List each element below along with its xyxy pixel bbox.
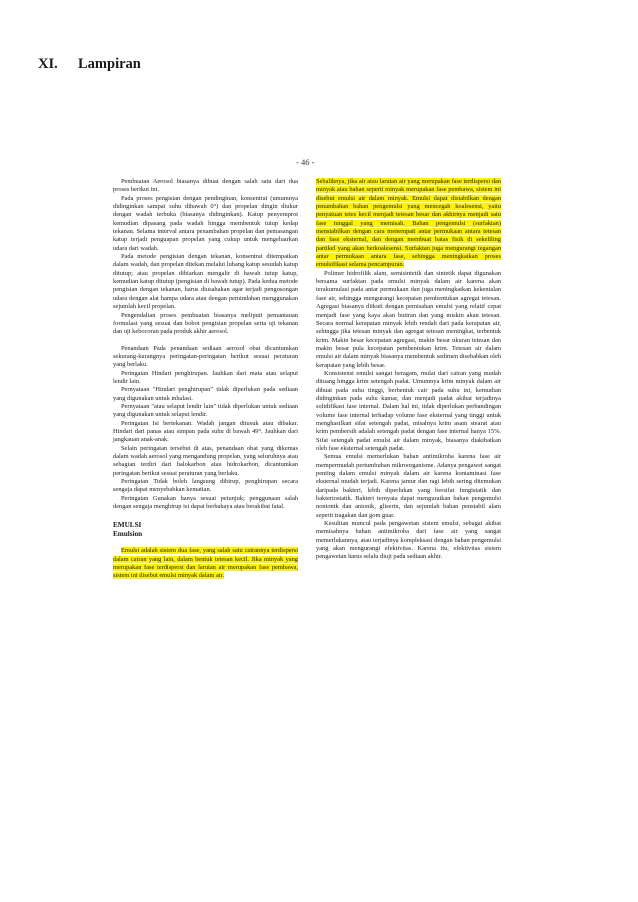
paragraph: Peringatan Tidak boleh langsung dihirup, penghirupan secara sengaja dapat menyebabkan kematian. [113,478,298,494]
paragraph: Pada proses pengisian dengan pendinginan, konsentrat (umumnya didinginkan sampai suhu dibawah 0°) dan propelan dingin diukur dengan wadah terbuka (biasanya didinginkan). Katup penyemprot kemudian dipasang pada wadah hingga membentuk tutup kedap tekanan. Selama interval antara penambahan propelan dan pemasangan katup terjadi penguapan propelan yang cukup untuk mengeluarkan udara dari wadah. [113,194,298,252]
paragraph: Pengendalian proses pembuatan biasanya meliputi pemantauan formulasi yang sesuai dan bobot pengisian propelan serta uji tekanan dan uji kebocoran pada produk akhir aerosol. [113,311,298,336]
highlighted-paragraph [316,178,501,270]
paragraph: Pernyataan "Hindari penghirupan" tidak diperlukan pada sediaan yang digunakan untuk inhalasi. [113,386,298,402]
paragraph: Peringatan Gunakan hanya sesuai petunjuk; penggunaan salah dengan sengaja menghirup isi dapat berbahaya atau berakibat fatal. [113,494,298,511]
emulsi-title: EMULSI [113,521,142,530]
paragraph: Pada metode pengisian dengan tekanan, konsentrat ditempatkan dalam wadah, dan propelan ditekan melalui lubang katup sesudah katup ditutup; atau propelan dibiarkan mengalir di bawah tutup katup, kemudian katup ditutup (pengisian di bawah tutup). Pada kedua metode pengisian dengan tekanan, harus diusahakan agar terjadi pengosongan udara dengan alat hampa udara atau dengan pemindahan menggunakan sejumlah kecil propelan. [113,253,298,311]
section-title: Lampiran [78,56,141,72]
highlighted-paragraph [113,547,298,580]
paragraph: Peringatan Hindari penghirupan. Jauhkan dari mata atau selaput lendir lain. [113,369,298,385]
paragraph: Semua emulsi memerlukan bahan antimikroba karena fase air mempermudah pertumbuhan mikroorganisme. Adanya pengawet sangat penting dalam emulsi minyak dalam air karena kontaminasi fase eksternal mudah terjadi. Karena jamur dan ragi lebih sering ditemukan daripada bakteri, lebih diperlukan yang bersifat fungistatik dan bakteriostatik. Bakteri ternyata dapat menguraikan bahan pengemulsi nonionik dan anionik, gliserin, dan sejumlah bahan penstabil alam seperti tragakan dan gom guar. [316,453,501,519]
paragraph: Penandaan Pada penandaan sediaan aerosol obat dicantumkan sekurang-kurangnya peringatan-peringatan berikut sesuai peraturan yang berlaku. [113,344,298,369]
paragraph: Polimer hidrofilik alam, semisintetik dan sintetik dapat digunakan bersama surfaktan pada emulsi minyak dalam air karena akan terakumulasi pada antar permukaan dan juga meningkatkan kekentalan fase air, sehingga mengurangi kecepatan pembentukan agregat tetesan. Agregasi biasanya diikuti dengan pemisahan emulsi yang relatif cepat menjadi fase yang kaya akan butiran dan yang miskin akan tetesan. Secara normal kerapatan minyak lebih rendah dari pada kerapatan air, sehingga jika tetesan minyak dan agregat tetesan meningkat, terbentuk krim. Makin besar kecepatan agregasi, makin besar ukuran tetesan dan makin besar pula kecepatan pembentukan krim. Tetesan air dalam emulsi air dalam minyak biasanya membentuk sedimen disebabkan oleh kerapatan yang lebih besar. [316,269,501,369]
highlight: Sebaliknya, jika air atau larutan air yang merupakan fase terdispersi dan minyak atau bahan seperti minyak merupakan fase pembawa, sistem ini disebut emulsi air dalam minyak. Emulsi dapat distabilkan dengan penambahan bahan pengemulsi yang mencegah koalesensi, yaitu penyatuan tetes kecil menjadi tetesan besar dan akhirnya menjadi satu fase tunggal yang memisah. Bahan pengemulsi (surfaktan) menstabilkan dengan cara menempati antar permukaan antara tetesan dan fase eksternal, dan dengan membuat batas fisik di sekeliling partikel yang akan berkoalesensi. Surfaktan juga mengurangi tegangan antar permukaan antara fase, sehingga meningkatkan proses emulsifikasi selama pencampuran. [316,178,501,269]
paragraph: Selain peringatan tersebut di atas, penandaan obat yang dikemas dalam wadah aerosol yang mengandung propelan, yang seluruhnya atau sebagian terdiri dari halokarbon atau hidrokarbon, dicantumkan peringatan berikut sesuai peraturan yang berlaku. [113,444,298,477]
section-number: XI. [38,56,58,72]
right-column [316,178,501,562]
page-number: - 46 - [296,157,315,167]
paragraph: Pembuatan Aerosol biasanya dibuat dengan salah satu dari dua proses berikut ini. [113,178,298,194]
emulsi-subtitle: Emulsion [113,530,143,539]
paragraph: Konsistensi emulsi sangat beragam, mulai dari cairan yang mudah dituang hingga krim setengah padat. Umumnya krim minyak dalam air dibuat pada suhu tinggi, berbentuk cair pada suhu ini, kemudian didinginkan pada suhu kamar, dan menjadi padat akibat terjadinya solidifikasi fase internal. Dalam hal ini, tidak diperlukan perbandingan volume fase internal terhadap volume fase eksternal yang tinggi untuk menghasilkan sifat setengah padat, misalnya krim asam stearat atau krim pembersih adalah setengah padat dengan fase internal hanya 15%. Sifat setengah padat emulsi air dalam minyak, biasanya diakibatkan oleh fase eksternal setengah padat. [316,369,501,452]
highlight: Emulsi adalah sistem dua fase, yang salah satu cairannya terdispersi dalam cairan yang lain, dalam bentuk tetesan kecil. Jika minyak yang merupakan fase terdispersi dan larutan air merupakan fase pembawa, sistem ini disebut emulsi minyak dalam air. [113,547,298,580]
paragraph: Pernyataan "atau selaput lendir lain" tidak diperlukan untuk sediaan yang digunakan untuk selaput lendir. [113,402,298,419]
section-heading [38,56,141,73]
paragraph: Kesulitan muncul pada pengawetan sistem emulsi, sebagai akibat memisahnya bahan antimikroba dari fase air yang sangat memerlukannya, atau terjadinya kompleksasi dengan bahan pengemulsi yang akan mengurangi efektivitas. Karena itu, efektivitas sistem pengawetan harus selalu diuji pada sediaan akhir. [316,520,501,561]
paragraph: Peringatan Isi bertekanan. Wadah jangan ditusuk atau dibakar. Hindari dari panas atau simpan pada suhu di bawah 49°. Jauhkan dari jangkauan anak-anak. [113,419,298,444]
left-column [113,178,298,581]
